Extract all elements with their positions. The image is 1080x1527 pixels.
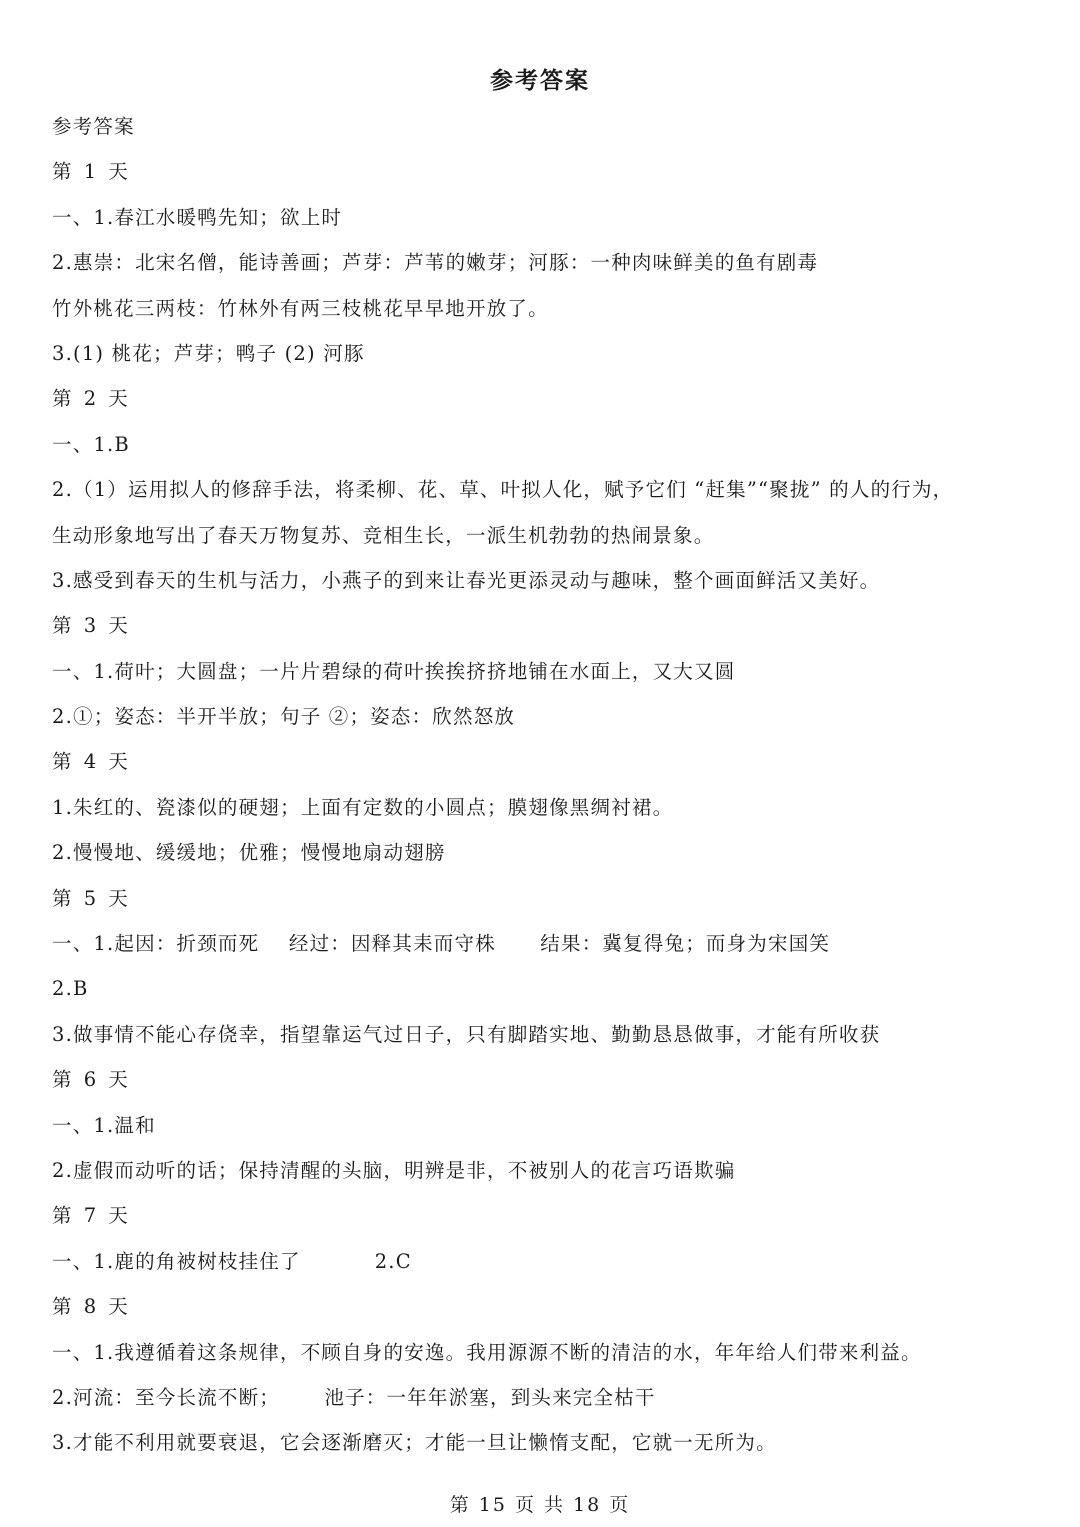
page-title: 参考答案	[490, 67, 590, 94]
answer-line: 一、1.B	[52, 432, 130, 456]
answer-line: 参考答案	[52, 115, 135, 138]
answer-line: 2.（1）运用拟人的修辞手法，将柔柳、花、草、叶拟人化，赋予它们 “赶集”“聚拢” 的人的行为，	[52, 478, 954, 502]
day-heading: 第 1 天	[52, 160, 131, 184]
answer-line: 3.做事情不能心存侥幸，指望靠运气过日子，只有脚踏实地、勤勤恳恳做事，才能有所收获	[52, 1022, 881, 1046]
day-heading: 第 3 天	[52, 614, 131, 638]
answer-line: 3.(1) 桃花；芦芽；鸭子 (2) 河豚	[52, 341, 365, 365]
answer-line: 一、1.荷叶；大圆盘；一片片碧绿的荷叶挨挨挤挤地铺在水面上，又大又圆	[52, 659, 736, 683]
day-heading: 第 5 天	[52, 886, 131, 910]
answer-line: 一、1.我遵循着这条规律，不顾自身的安逸。我用源源不断的清洁的水，年年给人们带来利益。	[52, 1340, 922, 1364]
answer-line: 1.朱红的、瓷漆似的硬翅；上面有定数的小圆点；膜翅像黑绸衬裙。	[52, 795, 674, 819]
answer-line: 2.B	[52, 977, 89, 1001]
answer-line: 2.惠崇：北宋名僧，能诗善画；芦芽：芦苇的嫩芽；河豚：一种肉味鲜美的鱼有剧毒	[52, 251, 819, 275]
answer-line: 一、1.起因：折颈而死 经过：因释其耒而守株 结果：冀复得兔；而身为宋国笑	[52, 932, 831, 956]
day-heading: 第 7 天	[52, 1204, 131, 1228]
answer-line: 一、1.温和	[52, 1113, 156, 1137]
day-heading: 第 8 天	[52, 1295, 131, 1319]
answer-line: 2.慢慢地、缓缓地；优雅；慢慢地扇动翅膀	[52, 841, 446, 865]
page-footer: 第 15 页 共 18 页	[449, 1494, 631, 1516]
answer-line: 竹外桃花三两枝：竹林外有两三枝桃花早早地开放了。	[52, 296, 549, 320]
answer-line: 2.河流：至今长流不断； 池子：一年年淤塞，到头来完全枯干	[52, 1385, 656, 1409]
answer-line: 一、1.春江水暖鸭先知；欲上时	[52, 205, 343, 229]
answer-line: 2.①；姿态：半开半放；句子 ②；姿态：欣然怒放	[52, 705, 516, 729]
answer-line: 2.虚假而动听的话；保持清醒的头脑，明辨是非，不被别人的花言巧语欺骗	[52, 1158, 736, 1182]
answer-line: 3.感受到春天的生机与活力，小燕子的到来让春光更添灵动与趣味，整个画面鲜活又美好。	[52, 568, 881, 592]
answer-line: 一、1.鹿的角被树枝挂住了 2.C	[52, 1249, 412, 1273]
answer-line: 生动形象地写出了春天万物复苏、竞相生长，一派生机勃勃的热闹景象。	[52, 523, 715, 547]
answer-line: 3.才能不利用就要衰退，它会逐渐磨灭；才能一旦让懒惰支配，它就一无所为。	[52, 1431, 777, 1455]
day-heading: 第 2 天	[52, 387, 131, 411]
answer-lines	[52, 110, 1062, 1472]
day-heading: 第 4 天	[52, 750, 131, 774]
day-heading: 第 6 天	[52, 1068, 131, 1092]
